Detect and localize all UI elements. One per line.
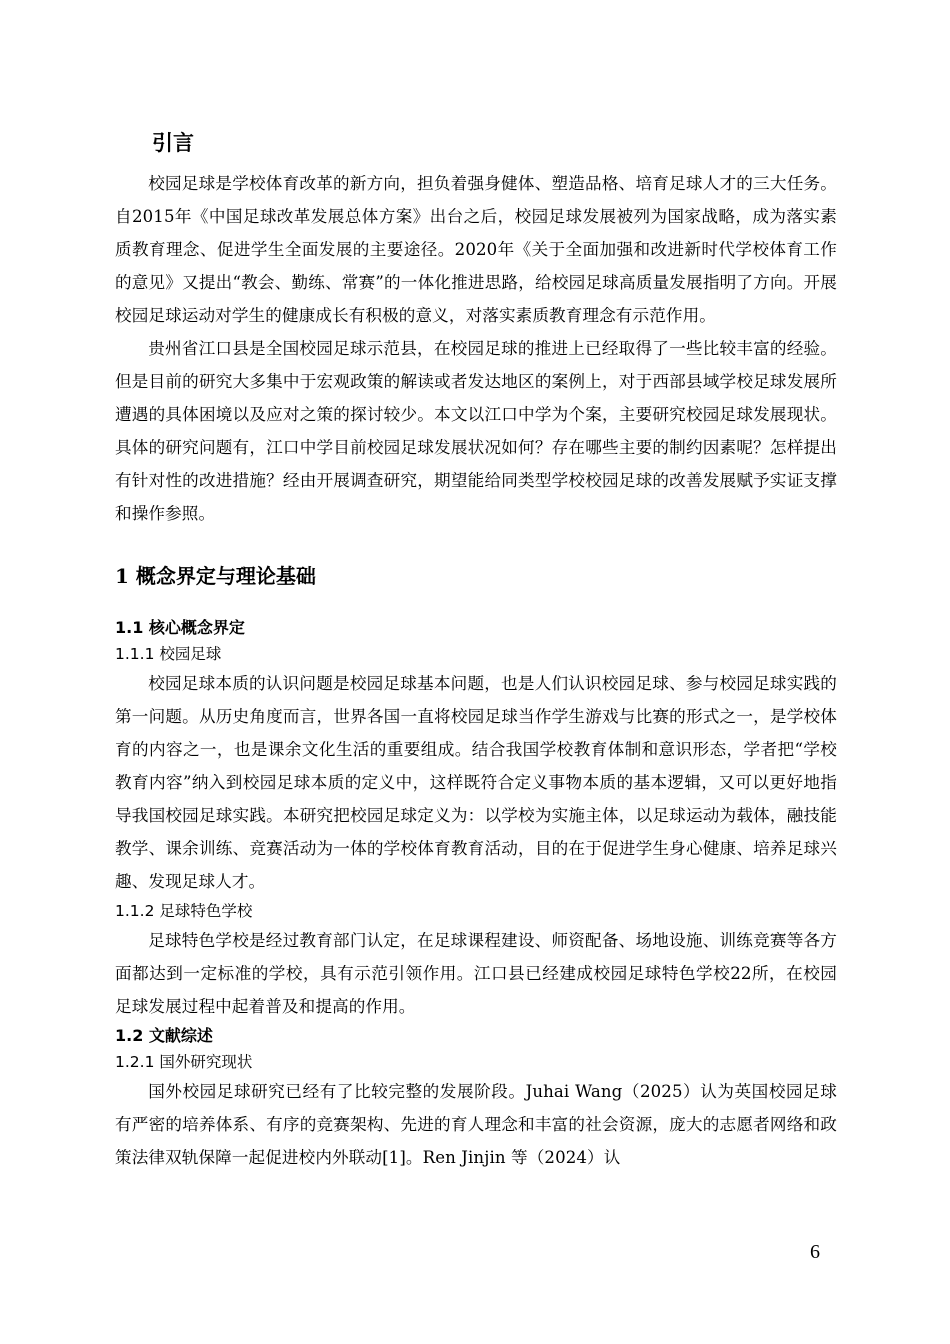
section-1-1-1-paragraph: 校园足球本质的认识问题是校园足球基本问题，也是人们认识校园足球、参与校园足球实践的第一问题。从历史角度而言，世界各国一直将校园足球当作学生游戏与比赛的形式之一，是学校体育的内容之一，也是课余文化生活的重要组成。结合我国学校教育体制和意识形态，学者把“学校教育内容”纳入到校园足球本质的定义中，这样既符合定义事物本质的基本逻辑，又可以更好地指导我国校园足球实践。本研究把校园足球定义为：以学校为实施主体，以足球运动为载体，融技能教学、课余训练、竞赛活动为一体的学校体育教育活动，目的在于促进学生身心健康、培养足球兴趣、发现足球人才。 (115, 674, 837, 891)
intro-paragraph-2: 贵州省江口县是全国校园足球示范县，在校园足球的推进上已经取得了一些比较丰富的经验。但是目前的研究大多集中于宏观政策的解读或者发达地区的案例上，对于西部县域学校足球发展所遭遇的具体困境以及应对之策的探讨较少。本文以江口中学为个案，主要研究校园足球发展现状。具体的研究问题有，江口中学目前校园足球发展状况如何？存在哪些主要的制约因素呢？怎样提出有针对性的改进措施？经由开展调查研究，期望能给同类型学校校园足球的改善发展赋予实证支撑和操作参照。 (115, 339, 837, 523)
page-content (115, 128, 837, 1174)
section-1-2-1-heading: 1.2.1 国外研究现状 (115, 1053, 253, 1071)
section-1-2-1-paragraph: 国外校园足球研究已经有了比较完整的发展阶段。Juhai Wang（2025）认为英国校园足球有严密的培养体系、有序的竞赛架构、先进的育人理念和丰富的社会资源，庞大的志愿者网络和政策法律双轨保障一起促进校内外联动[1]。Ren Jinjin 等（2024）认 (115, 1082, 837, 1167)
intro-paragraph-1: 校园足球是学校体育改革的新方向，担负着强身健体、塑造品格、培育足球人才的三大任务。自2015年《中国足球改革发展总体方案》出台之后，校园足球发展被列为国家战略，成为落实素质教育理念、促进学生全面发展的主要途径。2020年《关于全面加强和改进新时代学校体育工作的意见》又提出“教会、勤练、常赛”的一体化推进思路，给校园足球高质量发展指明了方向。开展校园足球运动对学生的健康成长有积极的意义，对落实素质教育理念有示范作用。 (115, 174, 837, 325)
section-1-2-heading: 1.2 文献综述 (115, 1026, 213, 1045)
section-1-1-2-paragraph: 足球特色学校是经过教育部门认定，在足球课程建设、师资配备、场地设施、训练竞赛等各方面都达到一定标准的学校，具有示范引领作用。江口县已经建成校园足球特色学校22所，在校园足球发展过程中起着普及和提高的作用。 (115, 931, 837, 1016)
intro-heading: 引言 (152, 131, 194, 155)
section-1-1-heading: 1.1 核心概念界定 (115, 618, 245, 637)
page-number: 6 (810, 1241, 820, 1263)
chapter-1-heading: 1 概念界定与理论基础 (115, 564, 316, 588)
section-1-1-1-heading: 1.1.1 校园足球 (115, 645, 222, 663)
section-1-1-2-heading: 1.1.2 足球特色学校 (115, 902, 253, 920)
